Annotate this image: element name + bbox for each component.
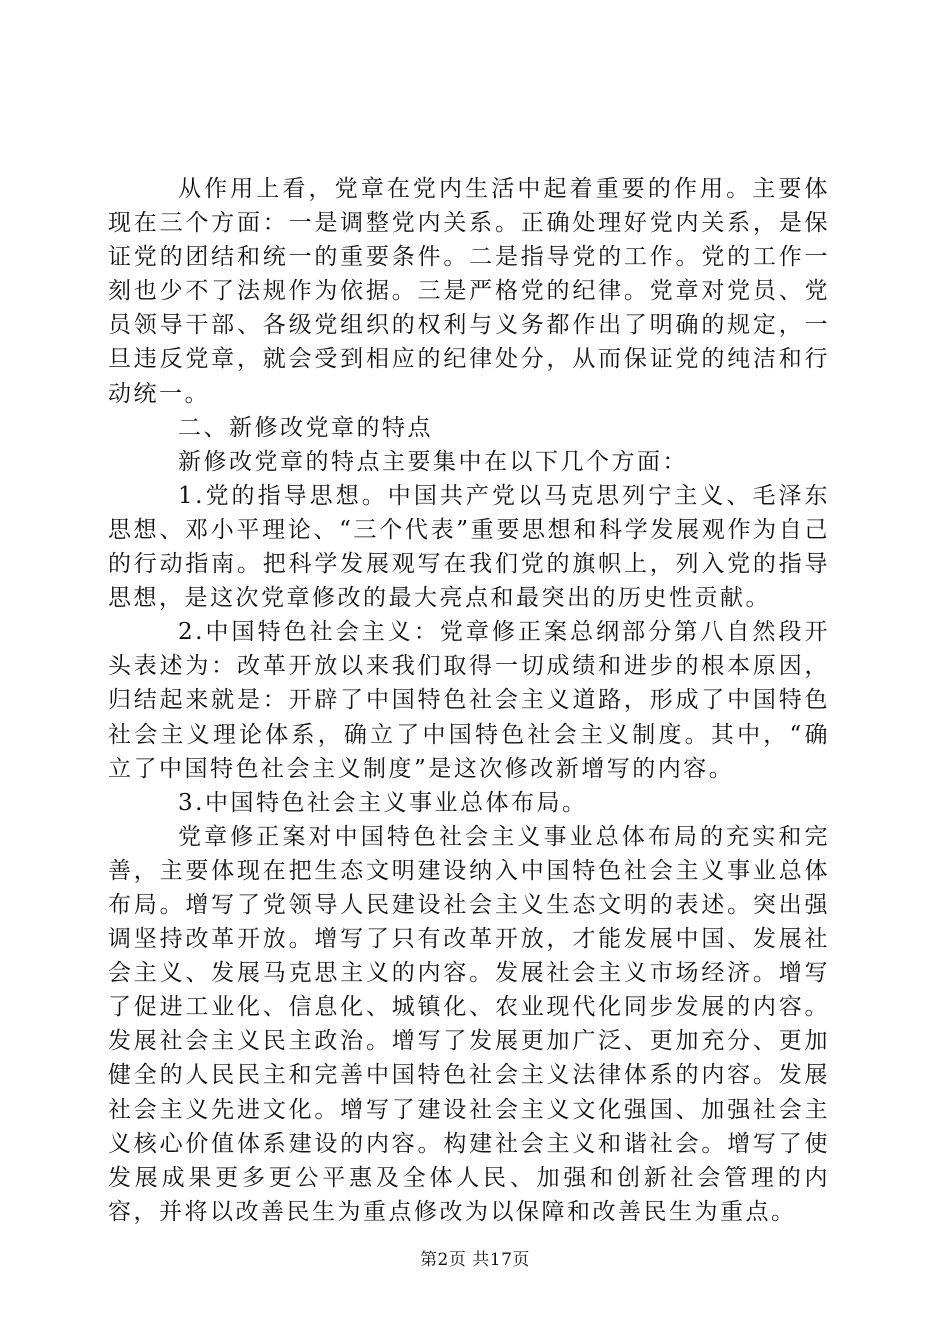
- section-heading-new-constitution-features: 二、新修改党章的特点: [178, 414, 433, 441]
- paragraph-item-1-guiding-thought: 1.党的指导思想。中国共产党以马克思列宁主义、毛泽东思想、邓小平理论、“三个代表”重要思想和科学发展观作为自己的行动指南。把科学发展观写在我们党的旗帜上，列入党的指导思想，是这次党章修改的最大亮点和最突出的历史性贡献。: [108, 482, 830, 612]
- paragraph-item-3-overall-layout: 3.中国特色社会主义事业总体布局。: [178, 789, 588, 816]
- page-footer: 第2页 共17页: [420, 1250, 530, 1270]
- paragraph-item-2-socialism-chinese-characteristics: 2.中国特色社会主义：党章修正案总纲部分第八自然段开头表述为：改革开放以来我们取得一切成绩和进步的根本原因，归结起来就是：开辟了中国特色社会主义道路，形成了中国特色社会主义理论体系，确立了中国特色社会主义制度。其中，“确立了中国特色社会主义制度”是这次修改新增写的内容。: [108, 619, 830, 782]
- paragraph-role-of-party-constitution: 从作用上看，党章在党内生活中起着重要的作用。主要体现在三个方面：一是调整党内关系。正确处理好党内关系，是保证党的团结和统一的重要条件。二是指导党的工作。党的工作一刻也少不了法规作为依据。三是严格党的纪律。党章对党员、党员领导干部、各级党组织的权利与义务都作出了明确的规定，一旦违反党章，就会受到相应的纪律处分，从而保证党的纯洁和行动统一。: [108, 176, 830, 407]
- document-body: [108, 172, 830, 1229]
- paragraph-features-intro: 新修改党章的特点主要集中在以下几个方面：: [178, 448, 688, 475]
- paragraph-overall-layout-details: 党章修正案对中国特色社会主义事业总体布局的充实和完善，主要体现在把生态文明建设纳入中国特色社会主义事业总体布局。增写了党领导人民建设社会主义生态文明的表述。突出强调坚持改革开放。增写了只有改革开放，才能发展中国、发展社会主义、发展马克思主义的内容。发展社会主义市场经济。增写了促进工业化、信息化、城镇化、农业现代化同步发展的内容。发展社会主义民主政治。增写了发展更加广泛、更加充分、更加健全的人民民主和完善中国特色社会主义法律体系的内容。发展社会主义先进文化。增写了建设社会主义文化强国、加强社会主义核心价值体系建设的内容。构建社会主义和谐社会。增写了使发展成果更多更公平惠及全体人民、加强和创新社会管理的内容，并将以改善民生为重点修改为以保障和改善民生为重点。: [108, 823, 830, 1225]
